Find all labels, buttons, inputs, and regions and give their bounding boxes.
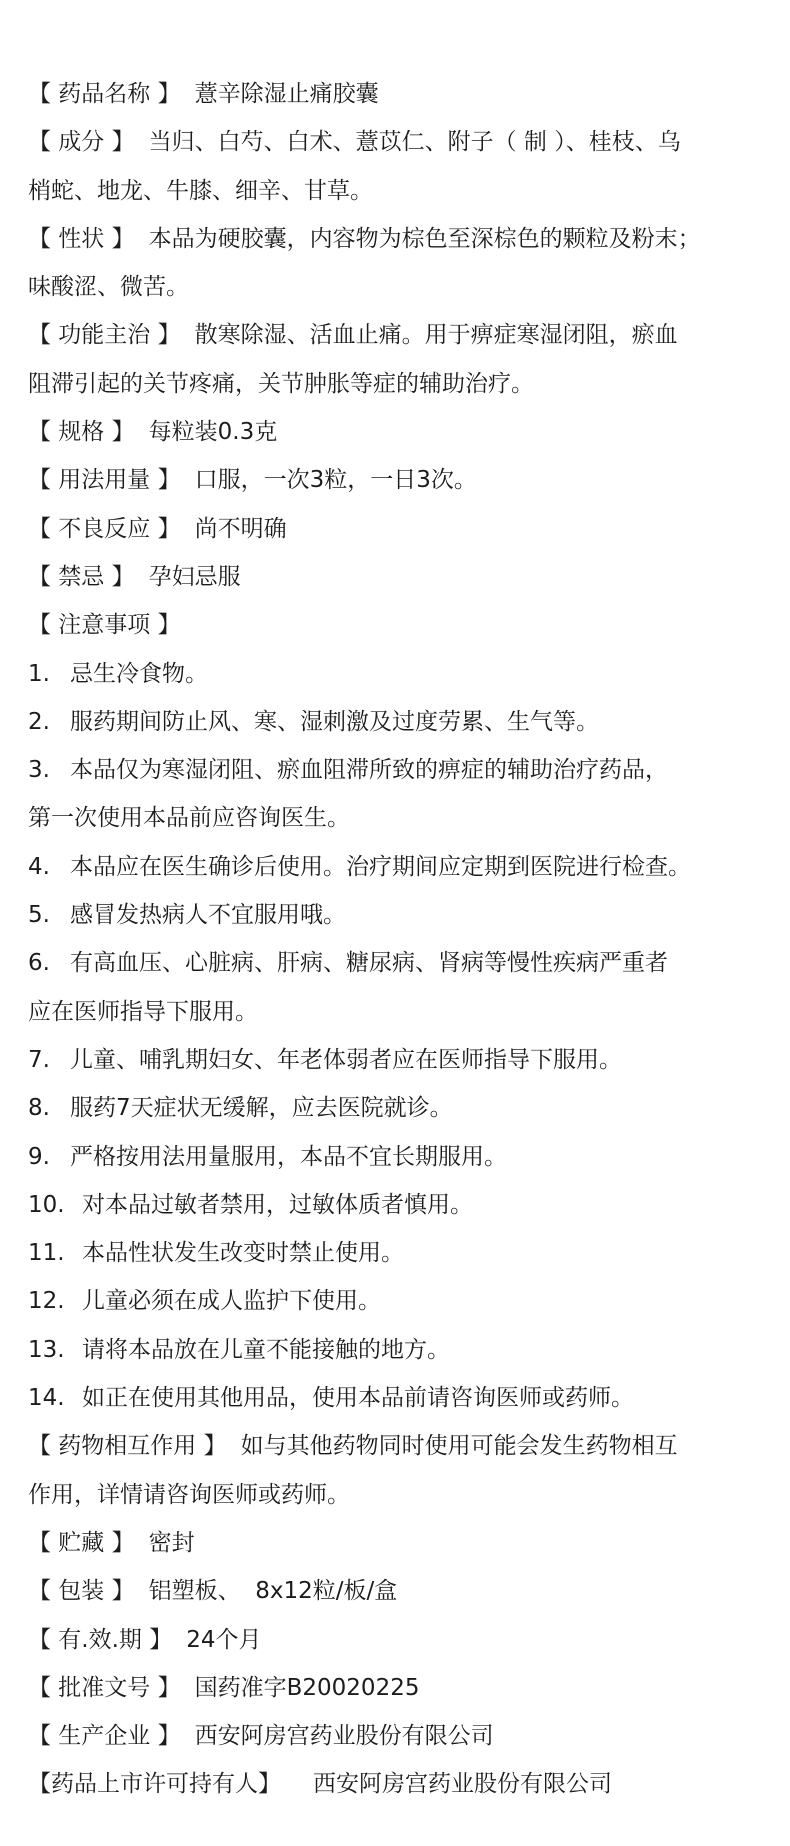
approval-row bbox=[28, 1664, 762, 1712]
interactions-label: 【 药物相互作用 】 bbox=[28, 1433, 227, 1460]
interactions-row bbox=[28, 1422, 762, 1470]
precaution-item bbox=[28, 1374, 762, 1422]
interactions-text: 如与其他药物同时使用可能会发生药物相互 bbox=[240, 1433, 678, 1460]
precaution-number: 8. bbox=[28, 1095, 50, 1122]
approval-label: 【 批准文号 】 bbox=[28, 1674, 181, 1701]
dosage-label: 【 用法用量 】 bbox=[28, 467, 181, 494]
precaution-text: 有高血压、心脏病、肝病、糖尿病、肾病等慢性疾病严重者 bbox=[70, 950, 668, 977]
precaution-number: 2. bbox=[28, 708, 50, 735]
holder-label: 【药品上市许可持有人】 bbox=[28, 1771, 281, 1798]
precaution-item-continued bbox=[28, 794, 762, 842]
precaution-text: 请将本品放在儿童不能接触的地方。 bbox=[82, 1336, 450, 1363]
validity-row bbox=[28, 1616, 762, 1664]
storage-label: 【 贮藏 】 bbox=[28, 1529, 135, 1556]
precaution-text: 儿童、哺乳期妇女、年老体弱者应在医师指导下服用。 bbox=[70, 1046, 622, 1073]
interactions-text-continued: 作用，详情请咨询医师或药师。 bbox=[28, 1481, 350, 1508]
adverse-row bbox=[28, 505, 762, 553]
precaution-text: 服药7天症状无缓解，应去医院就诊。 bbox=[70, 1095, 453, 1122]
precaution-item bbox=[28, 746, 762, 794]
precaution-item bbox=[28, 1133, 762, 1181]
precaution-text: 儿童必须在成人监护下使用。 bbox=[82, 1288, 381, 1315]
approval-value: 国药准字B20020225 bbox=[194, 1674, 420, 1701]
contraindications-label: 【 禁忌 】 bbox=[28, 563, 135, 590]
manufacturer-label: 【 生产企业 】 bbox=[28, 1723, 181, 1750]
precaution-number: 11. bbox=[28, 1240, 65, 1267]
holder-value: 西安阿房宫药业股份有限公司 bbox=[313, 1771, 612, 1798]
manufacturer-row bbox=[28, 1712, 762, 1760]
adverse-value: 尚不明确 bbox=[194, 515, 287, 542]
precaution-item bbox=[28, 891, 762, 939]
precaution-number: 4. bbox=[28, 853, 50, 880]
precaution-number: 13. bbox=[28, 1336, 65, 1363]
precaution-text: 本品应在医生确诊后使用。治疗期间应定期到医院进行检查。 bbox=[70, 853, 691, 880]
dosage-row bbox=[28, 456, 762, 504]
interactions-row-continued bbox=[28, 1471, 762, 1519]
spec-value: 每粒装0.3克 bbox=[148, 419, 278, 446]
precaution-text: 本品性状发生改变时禁止使用。 bbox=[82, 1240, 404, 1267]
precaution-text: 本品仅为寒湿闭阻、瘀血阻滞所致的痹症的辅助治疗药品， bbox=[70, 757, 668, 784]
spec-label: 【 规格 】 bbox=[28, 419, 135, 446]
spec-row bbox=[28, 408, 762, 456]
precaution-number: 10. bbox=[28, 1191, 65, 1218]
precaution-number: 6. bbox=[28, 950, 50, 977]
precaution-item-continued bbox=[28, 988, 762, 1036]
precaution-item bbox=[28, 1277, 762, 1325]
appearance-label: 【 性状 】 bbox=[28, 225, 135, 252]
indications-label: 【 功能主治 】 bbox=[28, 322, 181, 349]
indications-text-continued: 阻滞引起的关节疼痛，关节肿胀等症的辅助治疗。 bbox=[28, 370, 534, 397]
precaution-number: 12. bbox=[28, 1288, 65, 1315]
precaution-number: 7. bbox=[28, 1046, 50, 1073]
storage-value: 密封 bbox=[148, 1529, 195, 1556]
manufacturer-value: 西安阿房宫药业股份有限公司 bbox=[194, 1723, 494, 1750]
precaution-number: 3. bbox=[28, 757, 50, 784]
indications-text: 散寒除湿、活血止痛。用于痹症寒湿闭阻，瘀血 bbox=[194, 322, 678, 349]
packaging-label: 【 包装 】 bbox=[28, 1578, 135, 1605]
ingredients-text-continued: 梢蛇、地龙、牛膝、细辛、甘草。 bbox=[28, 177, 373, 204]
precaution-text: 严格按用法用量服用，本品不宜长期服用。 bbox=[70, 1143, 507, 1170]
precaution-text: 忌生冷食物。 bbox=[70, 660, 208, 687]
precautions-label: 【 注意事项 】 bbox=[28, 612, 181, 639]
precaution-text: 对本品过敏者禁用，过敏体质者慎用。 bbox=[82, 1191, 473, 1218]
ingredients-label: 【 成分 】 bbox=[28, 129, 135, 156]
precaution-item bbox=[28, 1084, 762, 1132]
precaution-item bbox=[28, 843, 762, 891]
validity-label: 【 有.效.期 】 bbox=[28, 1626, 173, 1653]
ingredients-row bbox=[28, 118, 762, 166]
appearance-row bbox=[28, 215, 762, 263]
contraindications-row bbox=[28, 553, 762, 601]
appearance-row-continued bbox=[28, 263, 762, 311]
precaution-number: 9. bbox=[28, 1143, 50, 1170]
ingredients-row-continued bbox=[28, 167, 762, 215]
precaution-text: 感冒发热病人不宜服用哦。 bbox=[70, 902, 346, 929]
ingredients-text: 当归、白芍、白术、薏苡仁、附子（ 制 ）、桂枝、乌 bbox=[148, 129, 681, 156]
precaution-number: 1. bbox=[28, 660, 50, 687]
appearance-text: 本品为硬胶囊，内容物为棕色至深棕色的颗粒及粉末； bbox=[148, 225, 701, 252]
drug-name-value: 薏辛除湿止痛胶囊 bbox=[194, 81, 379, 107]
precaution-item bbox=[28, 1326, 762, 1374]
precaution-text-continued: 应在医师指导下服用。 bbox=[28, 998, 258, 1025]
precaution-item bbox=[28, 650, 762, 698]
precaution-item bbox=[28, 698, 762, 746]
adverse-label: 【 不良反应 】 bbox=[28, 515, 181, 542]
precaution-number: 14. bbox=[28, 1385, 65, 1412]
indications-row bbox=[28, 311, 762, 359]
holder-row bbox=[28, 1760, 762, 1808]
packaging-row bbox=[28, 1567, 762, 1615]
packaging-value: 铝塑板、 8x12粒/板/盒 bbox=[148, 1578, 398, 1605]
appearance-text-continued: 味酸涩、微苦。 bbox=[28, 274, 189, 301]
storage-row bbox=[28, 1519, 762, 1567]
precaution-text: 服药期间防止风、寒、湿刺激及过度劳累、生气等。 bbox=[70, 708, 599, 735]
precaution-item bbox=[28, 1036, 762, 1084]
drug-name-label: 【 药品名称 】 bbox=[28, 81, 181, 107]
precaution-text: 如正在使用其他用品，使用本品前请咨询医师或药师。 bbox=[82, 1385, 634, 1412]
precaution-item bbox=[28, 939, 762, 987]
precaution-text-continued: 第一次使用本品前应咨询医生。 bbox=[28, 805, 350, 832]
drug-name-row bbox=[28, 70, 762, 118]
dosage-value: 口服，一次3粒，一日3次。 bbox=[194, 467, 477, 494]
validity-value: 24个月 bbox=[186, 1626, 262, 1653]
contraindications-value: 孕妇忌服 bbox=[148, 563, 241, 590]
precaution-item bbox=[28, 1181, 762, 1229]
precautions-heading bbox=[28, 601, 762, 649]
indications-row-continued bbox=[28, 360, 762, 408]
precaution-number: 5. bbox=[28, 902, 50, 929]
precaution-item bbox=[28, 1229, 762, 1277]
